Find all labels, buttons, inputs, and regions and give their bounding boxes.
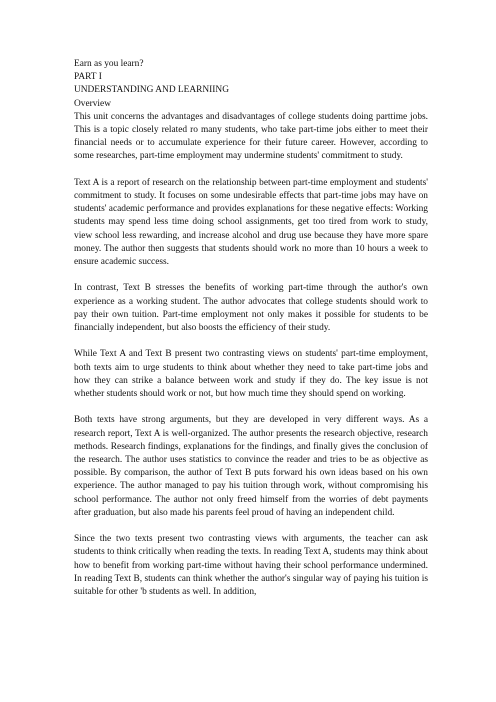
document-title: Earn as you learn? [74,59,144,69]
paragraph-gap [74,520,428,533]
paragraph-gap [74,401,428,414]
subsection-heading: Overview [74,98,111,109]
paragraph-intro: This unit concerns the advantages and disadvantages of college students doing parttime jobs. This is a topic closely related ro many students, who take part-time jobs either to meet their financial needs or to accumulate experience for their future career. However, according to some researches, part-time employment may undermine students' commitment to study. [74,111,428,162]
paragraph-text-b: In contrast, Text B stresses the benefits of working part-time through the author's own experience as a working student. The author advocates that college students should work to pay their own tuition. Part-time employment not only makes it possible for students to be financially independent, but also boosts the efficiency of their study. [74,283,428,334]
paragraph-critical-thinking: Since the two texts present two contrasting views with arguments, the teacher can ask students to think critically when reading the texts. In reading Text A, students may think about how to benefit from working part-time without having their school performance undermined. In reading Text B, students can think whether the author's singular way of paying his tuition is suitable for other 'b students as well. In addition, [74,534,428,598]
paragraph-gap [74,335,428,348]
part-label: PART I [74,72,102,83]
paragraph-text-a: Text A is a report of research on the relationship between part-time employment and students' commitment to study. It focuses on some undesirable effects that part-time jobs may have on students' academic performance and provides explanations for these negative effects: Working students may spend less time doing school assignments, get too tired from work to study, view school less rewarding, and increase alcohol and drug use because they have more spare money. The author then suggests that students should work no more than 10 hours a week to ensure academic success. [74,177,428,268]
paragraph-arguments: Both texts have strong arguments, but they are developed in very different ways. As a research report, Text A is well-organized. The author presents the research objective, research methods. Research findings, explanations for the findings, and finally gives the conclusion of the research. The author uses statistics to convince the reader and tries to be as objective as possible. By comparison, the author of Text B puts forward his own ideas based on his own experience. The author managed to pay his tuition through work, without compromising his school performance. The author not only freed himself from the worries of debt payments after graduation, but also made his parents feel proud of having an independent child. [74,415,428,518]
paragraph-gap [74,269,428,282]
section-heading: UNDERSTANDING AND LEARNIING [74,85,229,96]
paragraph-comparison: While Text A and Text B present two contrasting views on students' part-time employment, both texts aim to urge students to think about whether they need to take part-time jobs and how they can strike a balance between work and study if they do. The key issue is not whether students should work or not, but how much time they should spend on working. [74,349,428,400]
paragraph-gap [74,164,428,177]
